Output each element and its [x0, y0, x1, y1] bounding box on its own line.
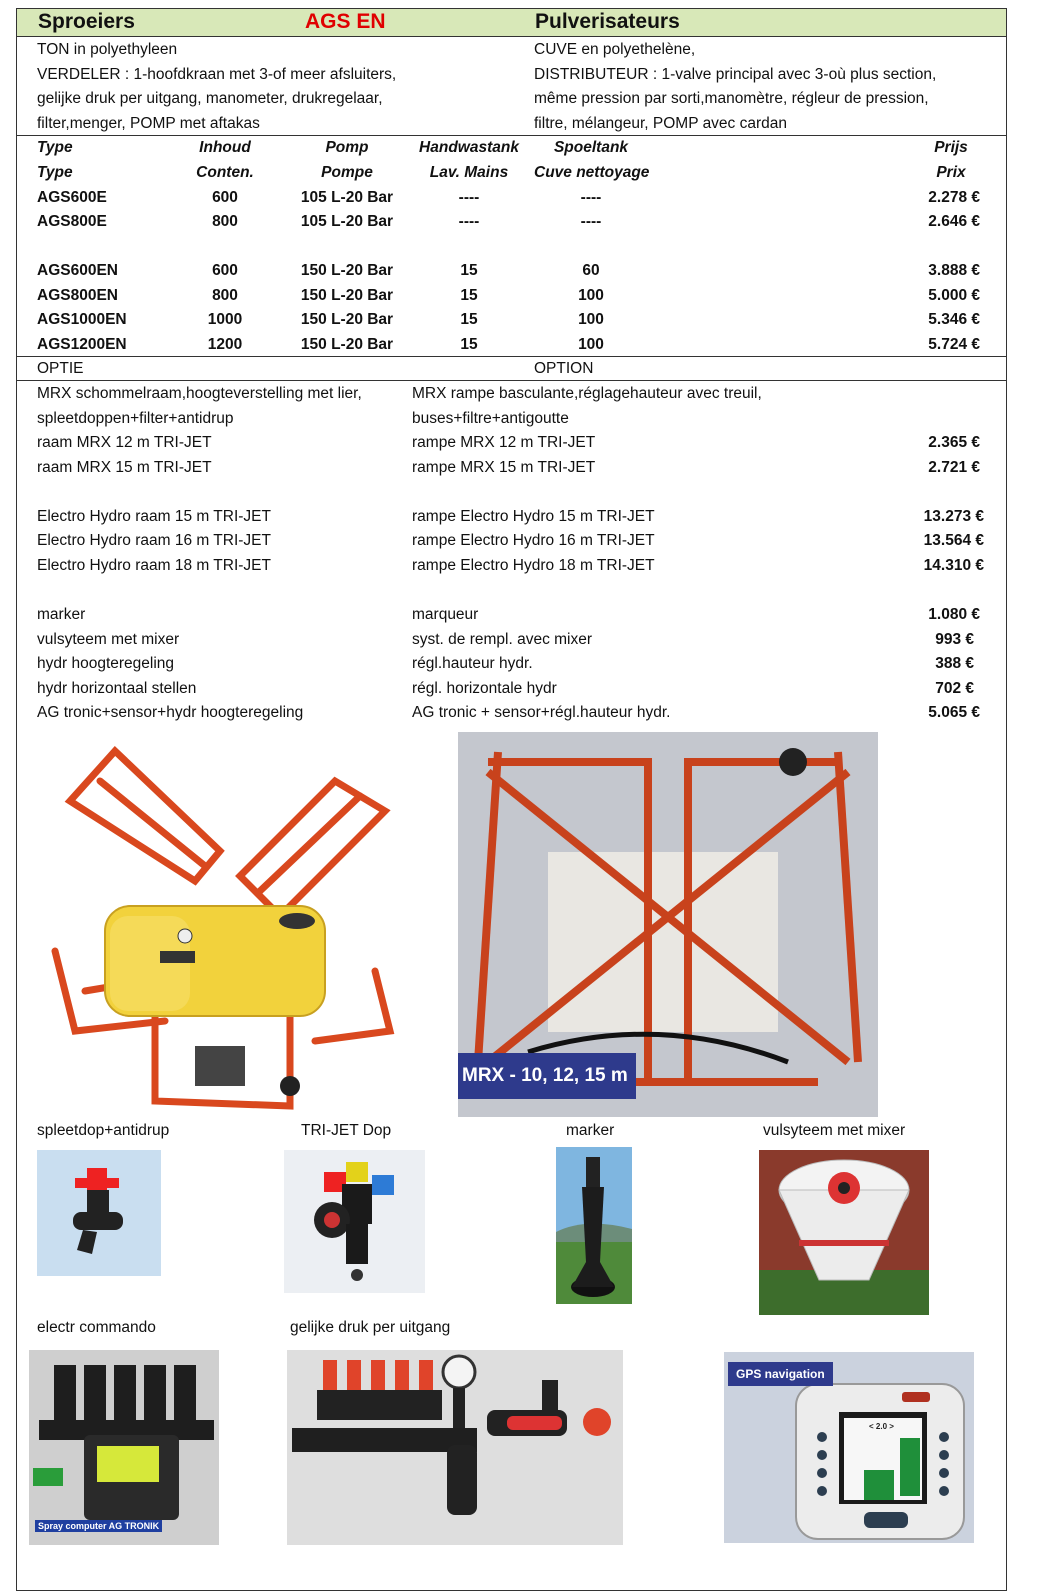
row-pump: 150 L-20 Bar: [300, 262, 394, 279]
intro-nl-4: filter,menger, POMP met aftakas: [37, 115, 260, 132]
row-handwash: ----: [458, 213, 480, 230]
row-pump: 150 L-20 Bar: [300, 336, 394, 353]
th-type-nl: Type: [37, 139, 73, 156]
intro-fr-1: CUVE en polyethelène,: [534, 41, 696, 58]
option-nl: raam MRX 12 m TRI-JET: [37, 434, 212, 451]
ag-tronik-label: Spray computer AG TRONIK: [35, 1520, 162, 1532]
caption: gelijke druk per uitgang: [290, 1319, 451, 1336]
gps-badge: GPS navigation: [728, 1362, 833, 1386]
intro-fr-2: DISTRIBUTEUR : 1-valve principal avec 3-où plus section,: [534, 66, 937, 83]
row-rinse: 100: [578, 311, 604, 328]
row-price: 2.278 €: [928, 189, 980, 206]
row-volume: 600: [212, 189, 238, 206]
option-price: 702 €: [935, 680, 974, 697]
th-pompe: Pompe: [321, 164, 373, 181]
row-handwash: ----: [458, 189, 480, 206]
option-nl: raam MRX 15 m TRI-JET: [37, 459, 212, 476]
option-fr: rampe MRX 12 m TRI-JET: [412, 434, 596, 451]
caption: electr commando: [37, 1319, 156, 1336]
th-lav-mains: Lav. Mains: [429, 164, 509, 181]
option-nl: Electro Hydro raam 18 m TRI-JET: [37, 557, 271, 574]
row-price: 5.000 €: [928, 287, 980, 304]
title-fr: Pulverisateurs: [535, 10, 680, 33]
row-handwash: 15: [460, 336, 478, 353]
row-pump: 150 L-20 Bar: [300, 287, 394, 304]
option-fr: MRX rampe basculante,réglagehauteur avec treuil,: [412, 385, 762, 402]
fill-system-photo: [759, 1150, 929, 1315]
row-handwash: 15: [460, 287, 478, 304]
row-pump: 105 L-20 Bar: [300, 189, 394, 206]
th-inhoud: Inhoud: [199, 139, 251, 156]
title-model: AGS EN: [305, 10, 386, 33]
option-fr: rampe Electro Hydro 16 m TRI-JET: [412, 532, 655, 549]
option-label-nl: OPTIE: [37, 360, 84, 377]
option-nl: Electro Hydro raam 15 m TRI-JET: [37, 508, 271, 525]
option-price: 13.273 €: [923, 508, 984, 525]
option-price: 2.365 €: [928, 434, 980, 451]
caption: marker: [566, 1122, 615, 1139]
mrx-badge-text: MRX - 10, 12, 15 m: [462, 1065, 628, 1086]
option-nl: AG tronic+sensor+hydr hoogteregeling: [37, 704, 304, 721]
row-type: AGS800E: [37, 213, 107, 230]
option-fr: régl.hauteur hydr.: [412, 655, 533, 672]
th-prix: Prix: [936, 164, 966, 181]
row-handwash: 15: [460, 311, 478, 328]
row-pump: 105 L-20 Bar: [300, 213, 394, 230]
th-pomp: Pomp: [325, 139, 369, 156]
option-nl: MRX schommelraam,hoogteverstelling met lier,: [37, 385, 362, 402]
option-nl: vulsyteem met mixer: [37, 631, 180, 648]
option-price: 1.080 €: [928, 606, 980, 623]
option-fr: rampe MRX 15 m TRI-JET: [412, 459, 596, 476]
row-volume: 1000: [207, 311, 243, 328]
row-price: 2.646 €: [928, 213, 980, 230]
row-type: AGS1200EN: [37, 336, 127, 353]
option-nl: spleetdoppen+filter+antidrup: [37, 410, 234, 427]
split-nozzle-photo: [37, 1150, 161, 1276]
electric-control-photo: [29, 1350, 219, 1545]
th-prijs: Prijs: [934, 139, 968, 156]
option-label-fr: OPTION: [534, 360, 594, 377]
row-type: AGS1000EN: [37, 311, 127, 328]
option-nl: marker: [37, 606, 86, 623]
row-rinse: 100: [578, 336, 604, 353]
row-handwash: 15: [460, 262, 478, 279]
divider: [17, 135, 1006, 136]
intro-nl-2: VERDELER : 1-hoofdkraan met 3-of meer afsluiters,: [37, 66, 397, 83]
row-price: 5.724 €: [928, 336, 980, 353]
th-cuve-nettoyage: Cuve nettoyage: [534, 164, 650, 181]
gps-navigation-photo: [724, 1352, 974, 1543]
caption: vulsyteem met mixer: [763, 1122, 906, 1139]
mrx-frame-photo: [458, 732, 878, 1117]
sprayer-photo: [45, 741, 405, 1113]
tri-jet-nozzle-photo: [284, 1150, 425, 1293]
option-fr: buses+filtre+antigoutte: [412, 410, 569, 427]
th-type-fr: Type: [37, 164, 73, 181]
row-pump: 150 L-20 Bar: [300, 311, 394, 328]
distributor-photo: [287, 1350, 623, 1545]
option-fr: régl. horizontale hydr: [412, 680, 557, 697]
intro-fr-4: filtre, mélangeur, POMP avec cardan: [534, 115, 788, 132]
caption: spleetdop+antidrup: [37, 1122, 170, 1139]
header-band: [17, 9, 1006, 37]
row-type: AGS600EN: [37, 262, 118, 279]
title-nl: Sproeiers: [38, 10, 135, 33]
th-spoeltank: Spoeltank: [553, 139, 629, 156]
intro-nl-3: gelijke druk per uitgang, manometer, drukregelaar,: [37, 90, 383, 107]
option-price: 993 €: [935, 631, 974, 648]
row-rinse: ----: [580, 213, 602, 230]
row-type: AGS600E: [37, 189, 107, 206]
option-nl: hydr horizontaal stellen: [37, 680, 197, 697]
option-fr: marqueur: [412, 606, 479, 623]
option-fr: rampe Electro Hydro 18 m TRI-JET: [412, 557, 655, 574]
foam-marker-photo: [556, 1147, 632, 1304]
row-price: 3.888 €: [928, 262, 980, 279]
row-rinse: ----: [580, 189, 602, 206]
divider: [17, 380, 1006, 381]
caption: TRI-JET Dop: [301, 1122, 392, 1139]
price-sheet: [16, 8, 1007, 1591]
intro-nl-1: TON in polyethyleen: [37, 41, 178, 58]
row-rinse: 60: [582, 262, 600, 279]
th-handwastank: Handwastank: [419, 139, 519, 156]
option-fr: rampe Electro Hydro 15 m TRI-JET: [412, 508, 655, 525]
row-price: 5.346 €: [928, 311, 980, 328]
mrx-badge: [458, 1053, 636, 1099]
row-volume: 800: [212, 287, 238, 304]
divider: [17, 356, 1006, 357]
row-volume: 800: [212, 213, 238, 230]
option-price: 14.310 €: [923, 557, 984, 574]
row-volume: 1200: [207, 336, 243, 353]
option-nl: Electro Hydro raam 16 m TRI-JET: [37, 532, 271, 549]
option-price: 5.065 €: [928, 704, 980, 721]
row-type: AGS800EN: [37, 287, 118, 304]
th-conten: Conten.: [196, 164, 254, 181]
option-nl: hydr hoogteregeling: [37, 655, 175, 672]
row-rinse: 100: [578, 287, 604, 304]
row-volume: 600: [212, 262, 238, 279]
option-fr: syst. de rempl. avec mixer: [412, 631, 593, 648]
gps-screen-readout: < 2.0 >: [869, 1422, 894, 1431]
option-price: 388 €: [935, 655, 974, 672]
intro-fr-3: même pression par sorti,manomètre, régleur de pression,: [534, 90, 929, 107]
option-fr: AG tronic + sensor+régl.hauteur hydr.: [412, 704, 671, 721]
option-price: 2.721 €: [928, 459, 980, 476]
option-price: 13.564 €: [923, 532, 984, 549]
